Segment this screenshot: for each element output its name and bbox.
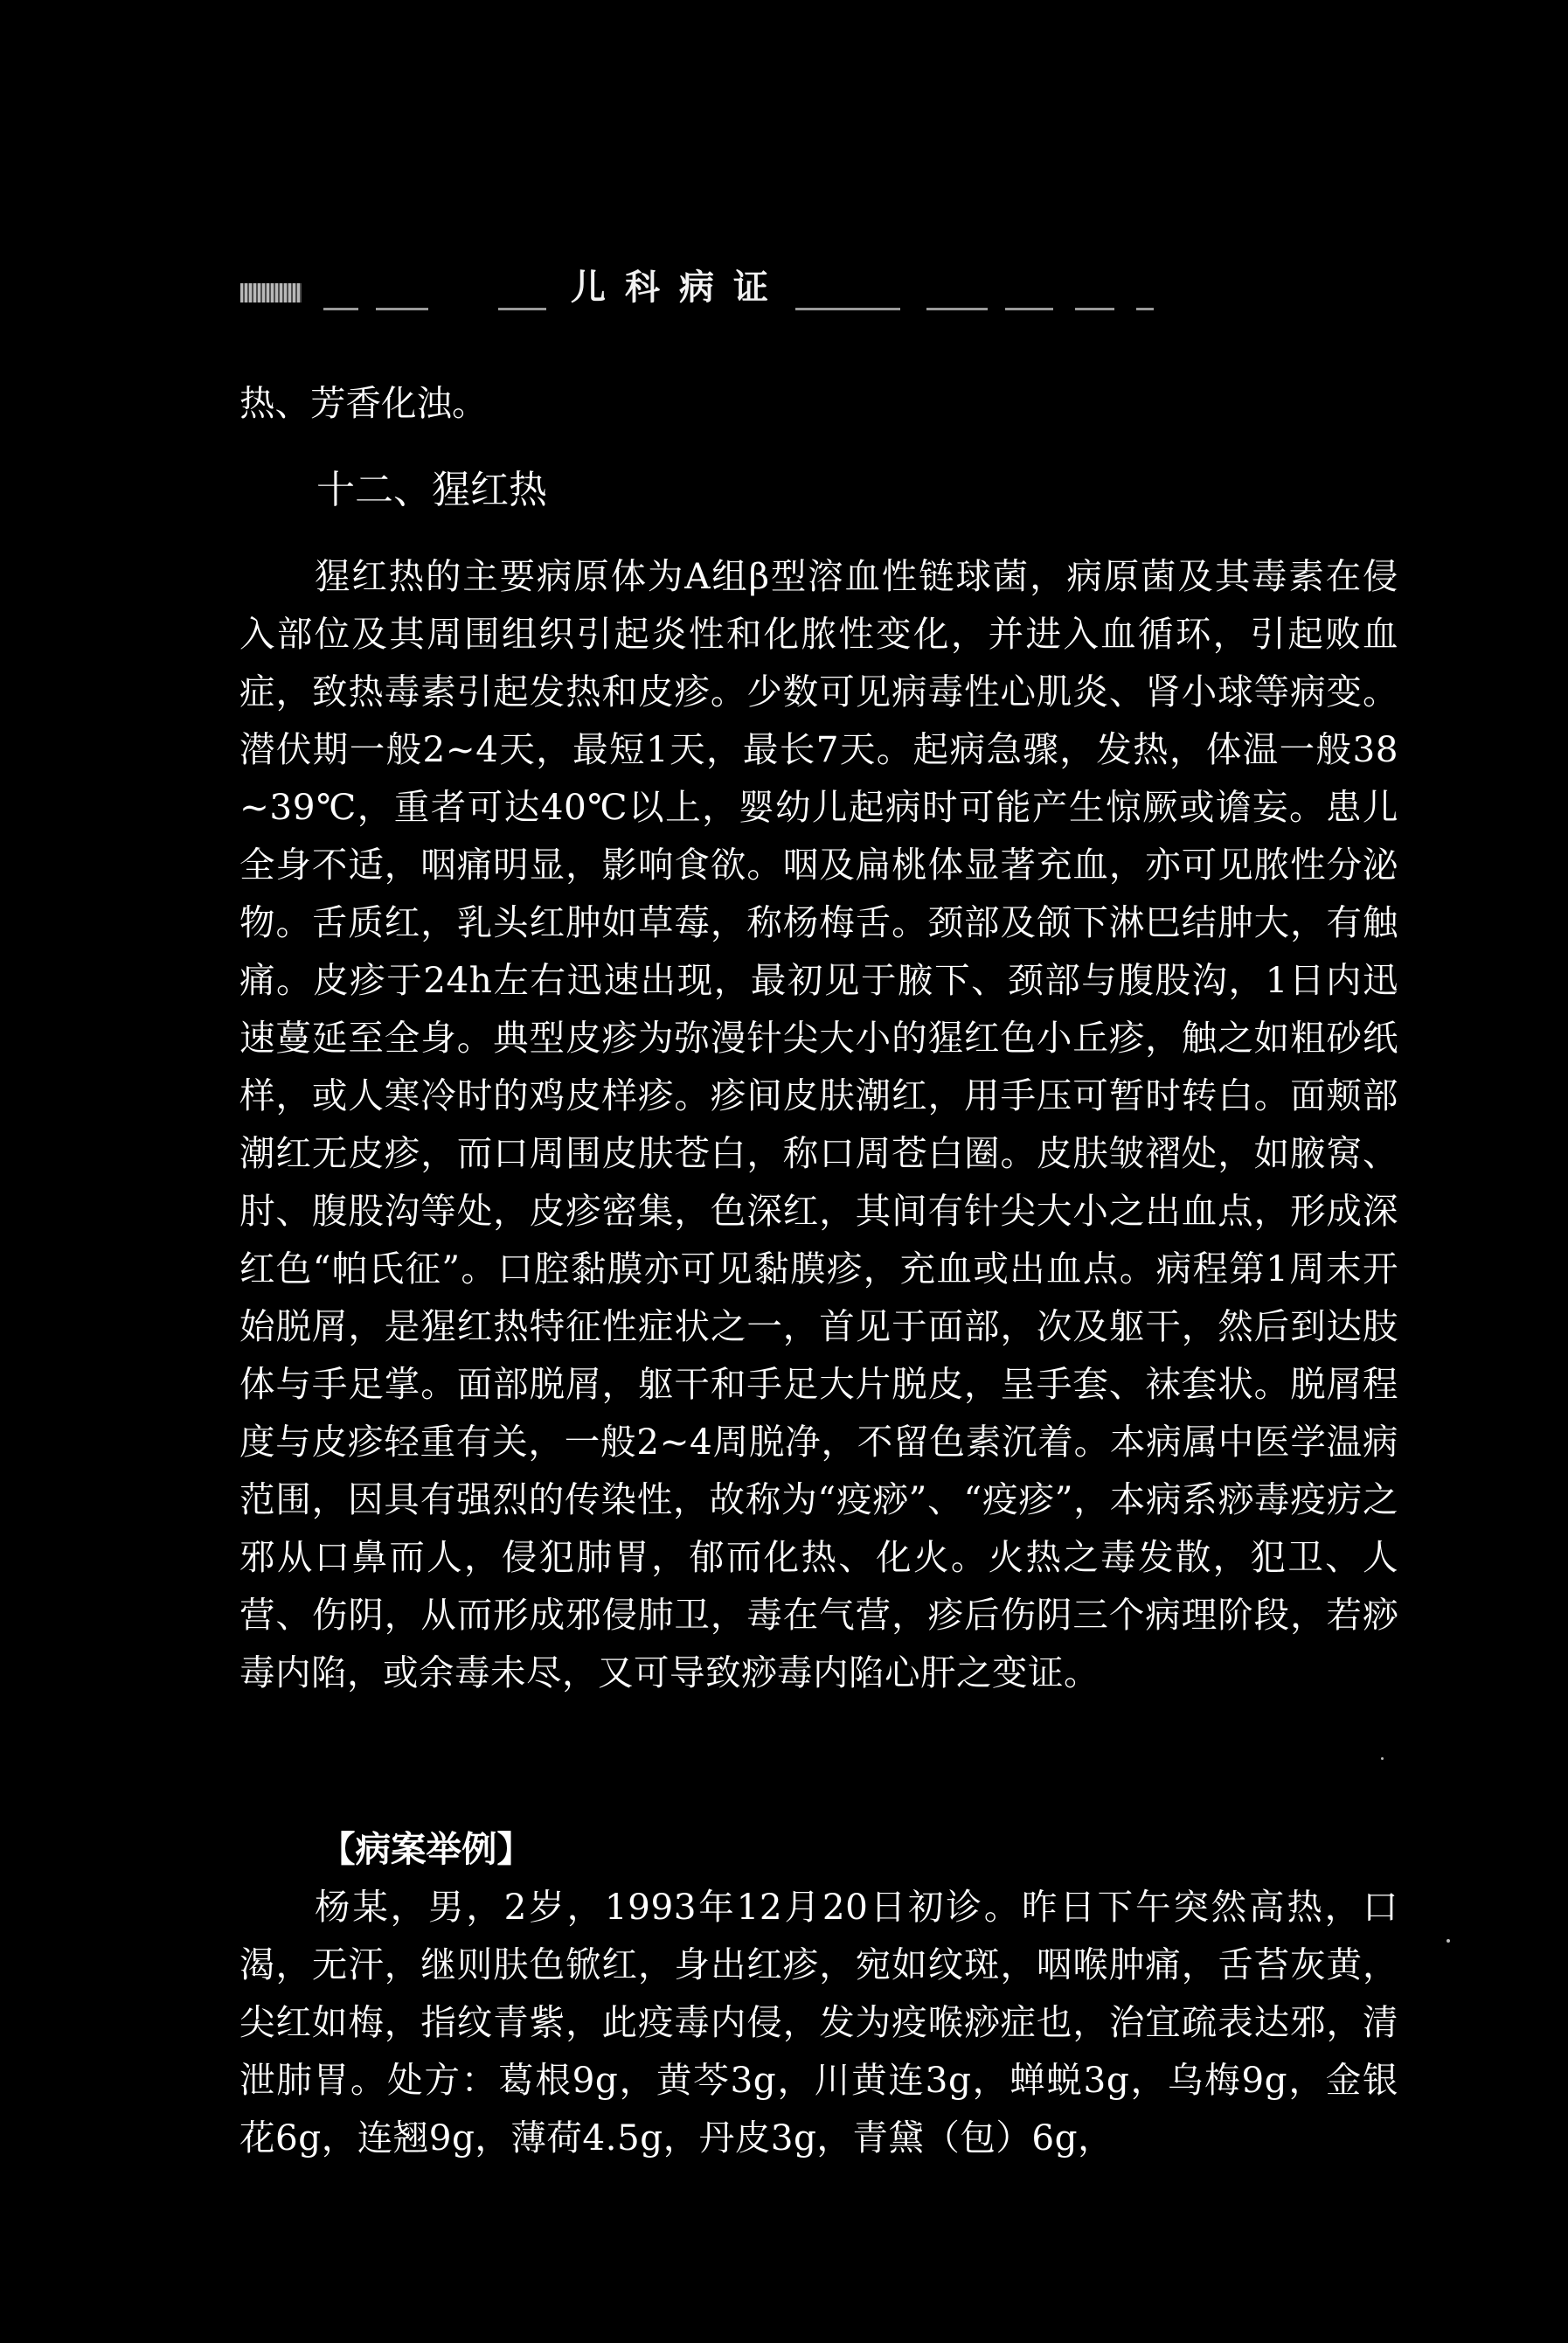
header-rule-segment: [795, 308, 900, 310]
running-title: 儿科病证: [571, 267, 787, 308]
header-ornament: [240, 283, 302, 302]
header-rule-segment: [1005, 308, 1053, 310]
header-rule-segment: [323, 308, 358, 310]
scan-speck: [1447, 1939, 1450, 1943]
section-paragraph: 猩红热的主要病原体为A组β型溶血性链球菌，病原菌及其毒素在侵入部位及其周围组织引起炎性和化脓性变化，并进入血循环，引起败血症，致热毒素引起发热和皮疹。少数可见病毒性心肌炎、肾小球等病变。潜伏期一般2~4天，最短1天，最长7天。起病急骤，发热，体温一般38~39℃，重者可达40℃以上，婴幼儿起病时可能产生惊厥或谵妄。患儿全身不适，咽痛明显，影响食欲。咽及扁桃体显著充血，亦可见脓性分泌物。舌质红，乳头红肿如草莓，称杨梅舌。颈部及颌下淋巴结肿大，有触痛。皮疹于24h左右迅速出现，最初见于腋下、颈部与腹股沟，1日内迅速蔓延至全身。典型皮疹为弥漫针尖大小的猩红色小丘疹，触之如粗砂纸样，或人寒冷时的鸡皮样疹。疹间皮肤潮红，用手压可暂时转白。面颊部潮红无皮疹，而口周围皮肤苍白，称口周苍白圈。皮肤皱褶处，如腋窝、肘、腹股沟等处，皮疹密集，色深红，其间有针尖大小之出血点，形成深红色“帕氏征”。口腔黏膜亦可见黏膜疹，充血或出血点。病程第1周末开始脱屑，是猩红热特征性症状之一，首见于面部，次及躯干，然后到达肢体与手足掌。面部脱屑，躯干和手足大片脱皮，呈手套、袜套状。脱屑程度与皮疹轻重有关，一般2~4周脱净，不留色素沉着。本病属中医学温病范围，因具有强烈的传染性，故称为“疫痧”、“疫疹”，本病系痧毒疫疠之邪从口鼻而人，侵犯肺胃，郁而化热、化火。火热之毒发散，犯卫、人营、伤阴，从而形成邪侵肺卫，毒在气营，疹后伤阴三个病理阶段，若痧毒内陷，或余毒未尽，又可导致痧毒内陷心肝之变证。: [239, 555, 1398, 1693]
header-rule-segment: [498, 308, 546, 310]
header-rule-segment: [926, 308, 988, 310]
case-paragraph: 杨某，男，2岁，1993年12月20日初诊。昨日下午突然高热，口渴，无汗，继则肤色锨红，身出红疹，宛如纹斑，咽喉肿痛，舌苔灰黄，尖红如梅，指纹青紫，此疫毒内侵，发为疫喉痧症也，治宜疏表达邪，清泄肺胃。处方：葛根9g，黄芩3g，川黄连3g，蝉蜕3g，乌梅9g，金银花6g，连翘9g，薄荷4.5g，丹皮3g，青黛（包）6g，: [239, 1886, 1398, 2159]
continuation-line: 热、芳香化浊。: [239, 382, 488, 424]
header-rule-segment: [376, 308, 428, 310]
header-rule-segment: [1136, 308, 1154, 310]
scan-speck: [1381, 1757, 1384, 1760]
case-heading: 【病案举例】: [320, 1828, 532, 1870]
running-header: [236, 262, 1398, 315]
section-title: 十二、猩红热: [316, 468, 547, 512]
header-rule-segment: [1075, 308, 1114, 310]
